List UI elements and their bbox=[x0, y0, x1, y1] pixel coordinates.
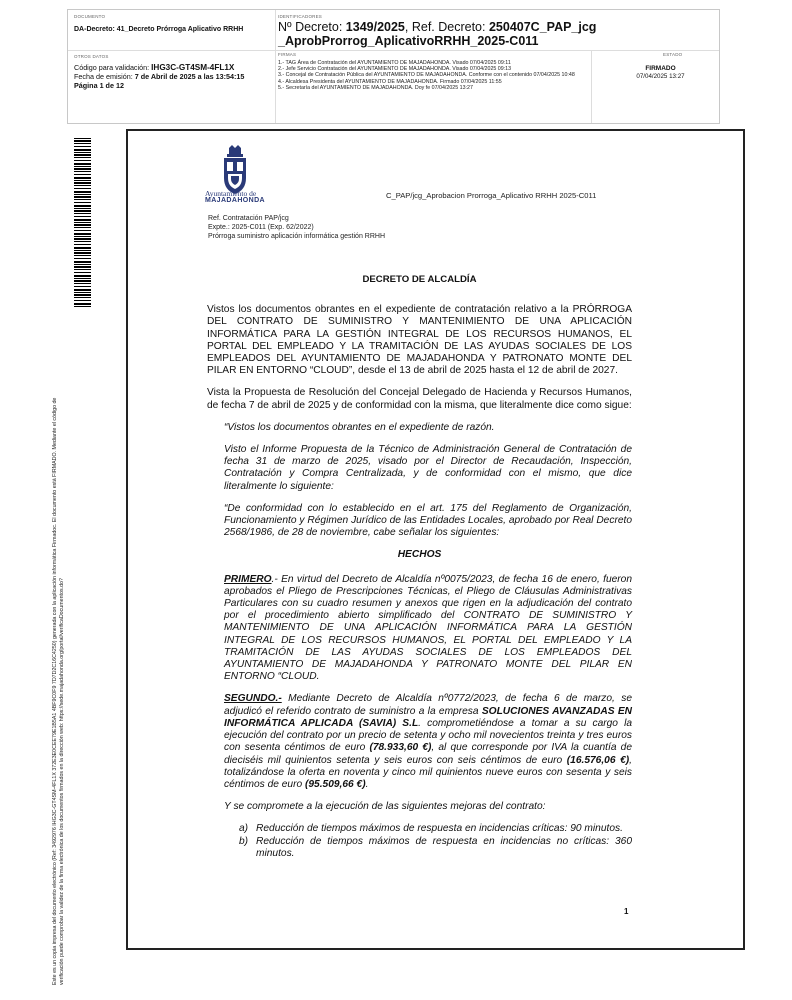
quote-informe: Visto el Informe Propuesta de la Técnico de Administración General de Contratación de fecha 31 de marzo de 2025, visado por el Director de Recaudación, Inspección, Contratación y Compra Centralizada, y de conformidad con el mismo, que dice literalmente lo siguiente: bbox=[224, 444, 632, 492]
letterhead-ayto: Ayuntamiento de bbox=[205, 189, 257, 198]
codigo-validacion bbox=[74, 63, 274, 72]
barcode-image bbox=[74, 138, 91, 308]
verification-note bbox=[52, 305, 66, 985]
segundo-text-c: , al que corresponde por IVA la cuantía de dieciséis mil quinientos setenta y seis euros con seis céntimos de euro bbox=[224, 742, 633, 766]
paragraph-vistos-tail: , desde el 13 de abril de 2025 hasta el 12 de abril de 2027. bbox=[352, 365, 618, 377]
list-text: Reducción de tiempos máximos de respuesta en incidencias no críticas: 360 minutos. bbox=[256, 835, 632, 859]
letterhead-city: MAJADAHONDA bbox=[205, 197, 266, 204]
estado-fecha: 07/04/2025 13:27 bbox=[636, 73, 685, 80]
fecha-prefix: Fecha de emisión: bbox=[74, 72, 133, 81]
quote-reglamento: “De conformidad con lo establecido en el art. 175 del Reglamento de Organización, Funcionamiento y Régimen Jurídico de las Entidades Locales, aprobado por Real Decreto 2568/1986, de 28 de noviembre, cabe señalar los siguientes: bbox=[224, 502, 632, 539]
otros-datos-cell bbox=[74, 54, 274, 90]
segundo-text-a: Mediante Decreto de Alcaldía nº0772/2023, de fecha 6 de marzo, se adjudicó el referido contrato de suministro a la empresa bbox=[224, 693, 632, 717]
primero-label: PRIMERO bbox=[224, 573, 272, 585]
metadata-header bbox=[67, 9, 720, 124]
codigo-value[interactable]: IHG3C-GT4SM-4FL1X bbox=[151, 63, 235, 72]
fecha-value: 7 de Abril de 2025 a las 13:54:15 bbox=[134, 72, 245, 81]
paragraph-vistos bbox=[207, 304, 632, 377]
segundo-text-e: . bbox=[365, 778, 369, 790]
identificadores-label: IDENTIFICADORES bbox=[278, 14, 323, 19]
list-item bbox=[239, 823, 632, 835]
page-number: 1 bbox=[624, 907, 629, 916]
firma-item: 3.- Concejal de Contratación Pública del AYUNTAMIENTO DE MAJADAHONDA. Conforme con el contenido 07/04/2025 10:48 bbox=[278, 72, 575, 79]
ref-number: 250407C_PAP_jcg _AprobProrrog_AplicativoRRHH_2025-C011 bbox=[278, 20, 597, 48]
documento-label: DOCUMENTO bbox=[74, 14, 106, 19]
decreto-number: 1349/2025 bbox=[345, 20, 405, 34]
hechos-heading: HECHOS bbox=[397, 549, 442, 561]
firma-item: 4.- Alcaldesa Presidenta del AYUNTAMIENTO DE MAJADAHONDA. Firmado 07/04/2025 11:55 bbox=[278, 78, 502, 85]
hecho-segundo bbox=[224, 693, 632, 791]
otros-label: OTROS DATOS bbox=[74, 54, 109, 59]
list-marker: b) bbox=[239, 835, 249, 847]
verification-note-line2: verificación puede comprobar la validez de la firma electrónica de los documentos firmados en la dirección web: https://sede.majadahonda.org/portal/verificaDocumentos.do? bbox=[59, 578, 65, 985]
list-marker: a) bbox=[239, 823, 249, 835]
segundo-text-d: , totalizándose la oferta en noventa y cinco mil quinientos nueve euros con sesenta y seis céntimos de euro bbox=[224, 754, 632, 790]
fecha-emision bbox=[74, 72, 274, 81]
reference-block bbox=[208, 214, 385, 241]
decreto-prefix: Nº Decreto: bbox=[278, 20, 343, 34]
ref-prefix: , Ref. Decreto: bbox=[404, 20, 486, 34]
firmas-label: FIRMAS bbox=[278, 52, 297, 57]
firmas-cell bbox=[278, 52, 598, 91]
ref-asunto: Prórroga suministro aplicación informática gestión RRHH bbox=[208, 233, 386, 240]
firma-item: 1.- TAG Área de Contratación del AYUNTAMIENTO DE MAJADAHONDA. Visado 07/04/2025 09:11 bbox=[278, 60, 511, 66]
firmas-list bbox=[278, 60, 598, 91]
primero-text: .- En virtud del Decreto de Alcaldía nº0075/2023, de fecha 16 de enero, fueron aprobados el Pliego de Prescripciones Técnicas, el Pliego de Cláusulas Administrativas Particulares con su cuadro resumen y anexos que rigen en la adjudicación del contrato por el procedimiento abierto simplificado del CONTRATO DE SUMINISTRO Y MANTENIMIENTO DE UNA APLICACIÓN INFORMÁTICA PARA LA GESTIÓN INTEGRAL DE LOS RECURSOS HUMANOS, EL PORTAL DEL EMPLEADO Y LA TRAMITACIÓN DE LAS AYUDAS SOCIALES DE LOS EMPLEADOS DEL AYUNTAMIENTO DE MAJADAHONDA Y PATRONATO MONTE DEL PILAR EN ENTORNO “CLOUD. bbox=[224, 573, 632, 683]
firma-item: 5.- Secretaría del AYUNTAMIENTO DE MAJADAHONDA. Doy fe 07/04/2025 13:27 bbox=[278, 84, 473, 91]
documento-cell bbox=[74, 14, 274, 50]
page-title: DECRETO DE ALCALDÍA bbox=[362, 274, 477, 285]
decreto-identifier bbox=[278, 20, 718, 48]
ref-expediente: Expte.: 2025-C011 (Exp. 62/2022) bbox=[208, 224, 314, 231]
amount-iva: (16.576,06 €) bbox=[566, 754, 630, 766]
codigo-prefix: Código para validación: bbox=[74, 63, 150, 72]
segundo-label: SEGUNDO.- bbox=[224, 693, 282, 705]
mejoras-intro: Y se compromete a la ejecución de las siguientes mejoras del contrato: bbox=[224, 801, 546, 813]
paragraph-propuesta: Vista la Propuesta de Resolución del Concejal Delegado de Hacienda y Recursos Humanos, de fecha 7 de abril de 2025 y de conformidad con la misma, que literalmente dice como sigue: bbox=[207, 387, 632, 411]
document-body bbox=[207, 274, 632, 860]
list-text: Reducción de tiempos máximos de respuesta en incidencias críticas: 90 minutos. bbox=[256, 823, 623, 835]
estado-cell bbox=[593, 52, 718, 80]
mejoras-list bbox=[239, 823, 632, 860]
hecho-primero bbox=[224, 574, 632, 684]
documento-value: DA-Decreto: 41_Decreto Prórroga Aplicativo RRHH bbox=[74, 26, 244, 33]
adjudicatario-name: SOLUCIONES AVANZADAS EN INFORMÁTICA APLICADA (SAVIA) S.L bbox=[224, 705, 632, 729]
paragraph-vistos-main: Vistos los documentos obrantes en el expediente de contratación relativo a la PRÓRROGA DEL CONTRATO DE SUMINISTRO Y MANTENIMIENTO DE UNA APLICACIÓN INFORMÁTICA PARA LA GESTIÓN INTEGRAL DE LOS RECURSOS HUMANOS, EL PORTAL DEL EMPLEADO Y LA TRAMITACIÓN DE LAS AYUDAS SOCIALES DE LOS EMPLEADOS DEL AYUNTAMIENTO DE MAJADAHONDA Y PATRONATO MONTE DEL PILAR EN ENTORNO “CLOUD” bbox=[207, 304, 632, 377]
amount-price: (78.933,60 €) bbox=[369, 742, 432, 754]
estado-label: ESTADO bbox=[663, 52, 683, 57]
list-item bbox=[239, 836, 632, 860]
identificadores-cell bbox=[278, 14, 718, 50]
quote-vistos: “Vistos los documentos obrantes en el expediente de razón. bbox=[224, 421, 495, 433]
document-code: C_PAP/jcg_Aprobacion Prorroga_Aplicativo RRHH 2025-C011 bbox=[386, 191, 597, 200]
pagina-count: Página 1 de 12 bbox=[74, 81, 124, 90]
segundo-text-b: . comprometiéndose a tomar a su cargo la ejecución del contrato por un precio de setenta y ocho mil novecientos treinta y tres euros con sesenta céntimos de euro bbox=[224, 717, 633, 754]
verification-note-line1: Este es un copia impresa del documento electrónico (Ref: 3492976 IHG3C-GT4SM-4FL1X 372E3E0CEE79E1B5A1 4BF9C0F9 7D7D2C16C4250) generada con la aplicación informática Firmadoc. El documento está FIRMADO. Mediante el código de bbox=[52, 397, 58, 985]
document-page bbox=[126, 129, 745, 950]
ref-contratacion: Ref. Contratación PAP/jcg bbox=[208, 215, 289, 222]
firma-item: 2.- Jefe Servicio Contratación del AYUNTAMIENTO DE MAJADAHONDA. Visado 07/04/2025 09:13 bbox=[278, 66, 512, 73]
amount-total: (95.509,66 €) bbox=[304, 778, 366, 790]
estado-value: FIRMADO bbox=[645, 65, 676, 72]
